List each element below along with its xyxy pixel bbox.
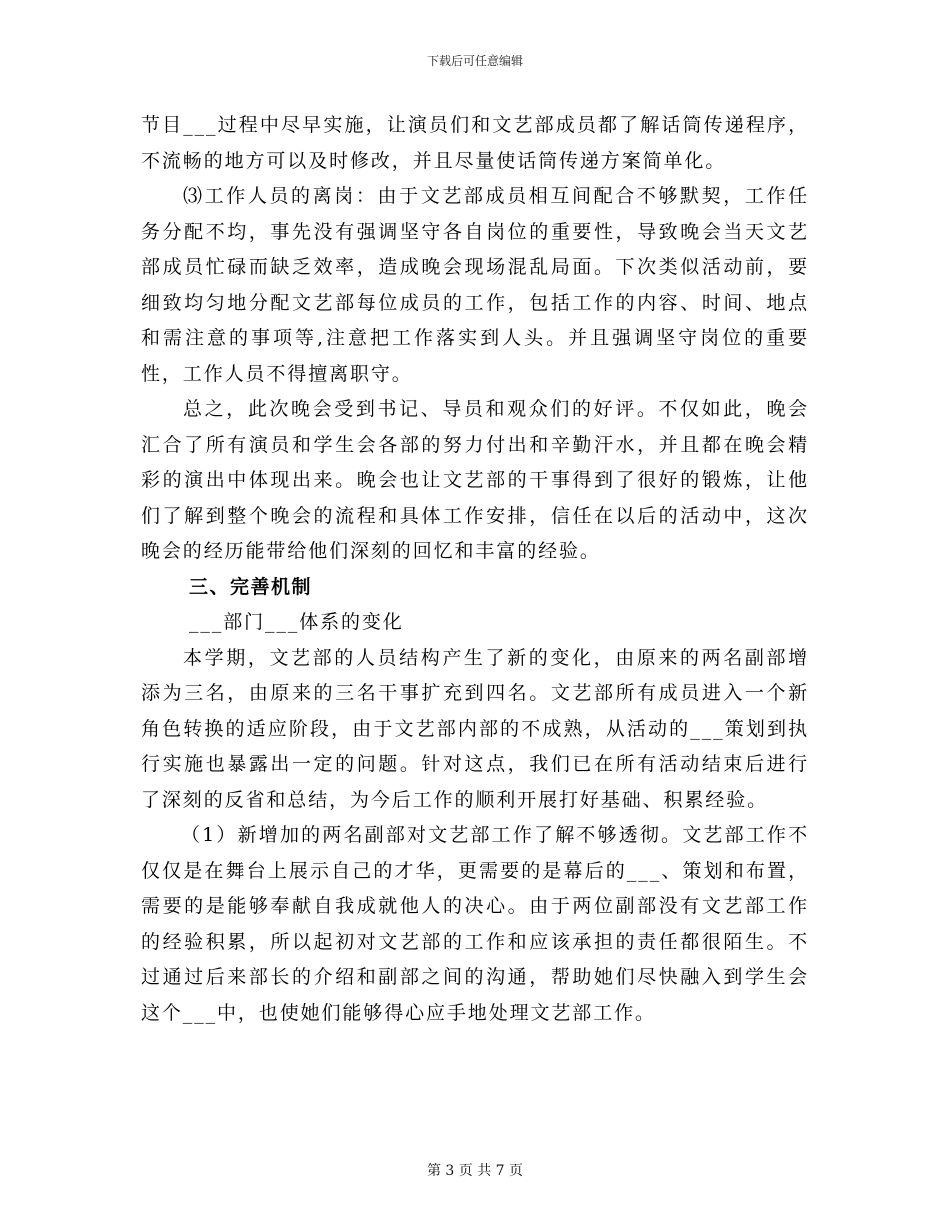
paragraph-summary: 总之，此次晚会受到书记、导员和观众们的好评。不仅如此，晚会汇合了所有演员和学生会各部的努力付出和辛勤汗水，并且都在晚会精彩的演出中体现出来。晚会也让文艺部的干事得到了很好的锻炼，让他们了解到整个晚会的流程和具体工作安排，信任在以后的活动中，这次晚会的经历能带给他们深刻的回忆和丰富的经验。 — [141, 398, 809, 562]
paragraph-new-vice-ministers: （1）新增加的两名副部对文艺部工作了解不够透彻。文艺部工作不仅仅是在舞台上展示自己的才华，更需要的是幕后的___、策划和布置，需要的是能够奉献自我成就他人的决心。由于两位副部没有文艺部工作的经验积累，所以起初对文艺部的工作和应该承担的责任都很陌生。不过通过后来部长的介绍和副部之间的沟通，帮助她们尽快融入到学生会这个___中，也使她们能够得心应手地处理文艺部工作。 — [141, 824, 809, 1024]
section-heading: 三、完善机制 — [189, 575, 313, 598]
document-body — [141, 108, 809, 1031]
section-subheading: ___部门___体系的变化 — [189, 611, 404, 633]
paragraph-program-continuation: 节目___过程中尽早实施，让演员们和文艺部成员都了解话筒传递程序，不流畅的地方可以及时修改，并且尽量使话筒传递方案简单化。 — [141, 114, 809, 172]
page-header: 下载后可任意编辑 — [426, 54, 523, 68]
paragraph-structure-change: 本学期，文艺部的人员结构产生了新的变化，由原来的两名副部增添为三名，由原来的三名干事扩充到四名。文艺部所有成员进入一个新角色转换的适应阶段，由于文艺部内部的不成熟，从活动的___策划到执行实施也暴露出一定的问题。针对这点，我们已在所有活动结束后进行了深刻的反省和总结，为今后工作的顺利开展打好基础、积累经验。 — [141, 646, 809, 811]
paragraph-staff-absence: ⑶工作人员的离岗：由于文艺部成员相互间配合不够默契，工作任务分配不均，事先没有强调坚守各自岗位的重要性，导致晚会当天文艺部成员忙碌而缺乏效率，造成晚会现场混乱局面。下次类似活动前，要细致均匀地分配文艺部每位成员的工作，包括工作的内容、时间、地点和需注意的事项等,注意把工作落实到人头。并且强调坚守岗位的重要性，工作人员不得擅离职守。 — [141, 185, 809, 385]
page-number: 第 3 页 共 7 页 — [426, 1163, 524, 1179]
